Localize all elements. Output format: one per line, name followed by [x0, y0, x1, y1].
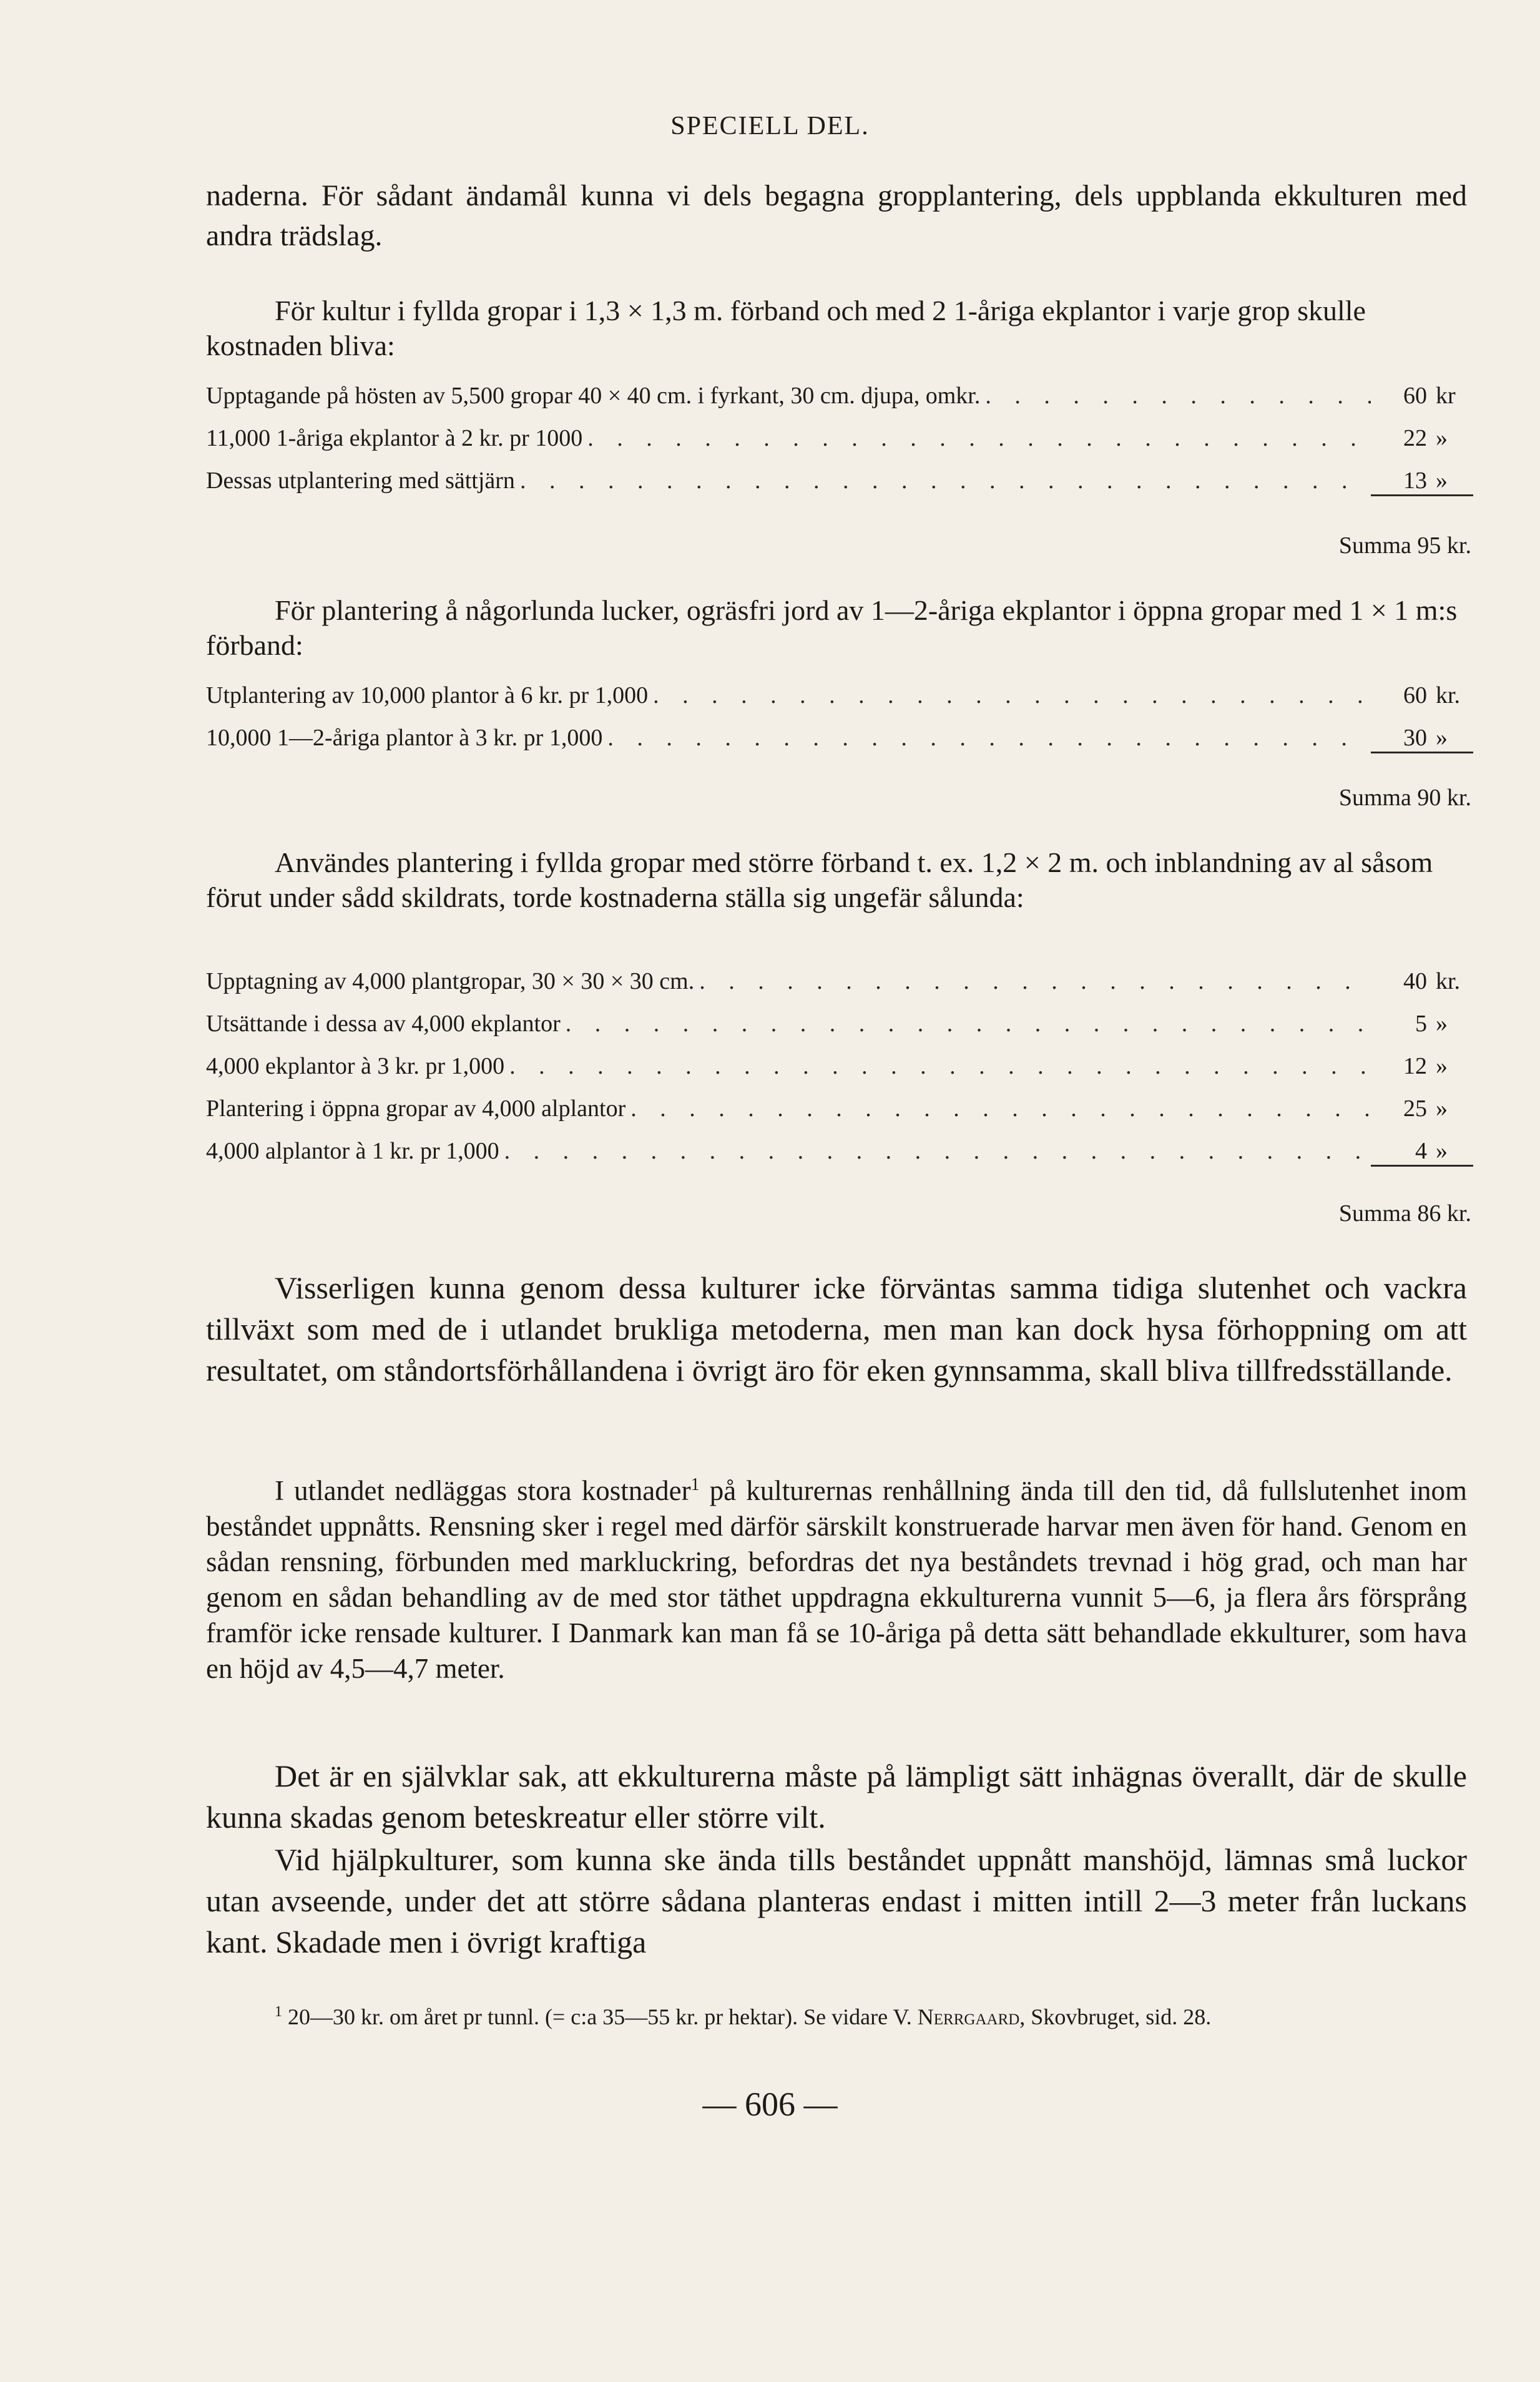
cost-row [206, 968, 1473, 1010]
footnote-reference[interactable]: 1 [690, 1475, 700, 1494]
cost-desc: Utplantering av 10,000 plantor à 6 kr. pr 1,000 [206, 682, 649, 708]
footnote [206, 1997, 1467, 2031]
paragraph-utlandet [206, 1467, 1467, 1687]
cost-amount: 5 [1415, 1011, 1427, 1037]
cost-unit: » [1427, 1137, 1473, 1167]
cost-amount: 40 [1403, 968, 1427, 994]
footnote-mark: 1 [275, 2004, 282, 2020]
page-number: — 606 — [702, 2085, 838, 2123]
cost-desc: Dessas utplantering med sättjärn [206, 468, 515, 494]
paragraph-det-text: Det är en självklar sak, att ekkulturerna måste på lämpligt sätt inhägnas överallt, där de skulle kunna skadas genom beteskreatur eller större vilt. [206, 1758, 1467, 1835]
cost-row [206, 1137, 1473, 1180]
cost-row [206, 382, 1473, 424]
cost-unit: » [1436, 1011, 1448, 1037]
cost-unit: » [1427, 724, 1473, 753]
section2-cost-table [206, 682, 1473, 767]
cost-desc: 4,000 ekplantor à 3 kr. pr 1,000 [206, 1053, 505, 1079]
running-header: SPECIELL DEL. [670, 112, 870, 140]
cost-desc: Upptagande på hösten av 5,500 gropar 40 × 40 cm. i fyrkant, 30 cm. djupa, omkr. [206, 383, 981, 409]
section1-intro-text: För kultur i fyllda gropar i 1,3 × 1,3 m. förband och med 2 1-åriga ekplantor i varje grop skulle kostnaden bliva: [206, 295, 1366, 361]
cost-amount: 22 [1403, 425, 1427, 451]
section1-cost-table [206, 382, 1473, 509]
section1-intro [206, 293, 1467, 363]
cost-row [206, 682, 1473, 724]
paragraph-det [206, 1755, 1467, 1838]
cost-unit: kr [1436, 383, 1456, 409]
footnote-text-end: , Skovbruget, sid. 28. [1019, 2004, 1212, 2029]
cost-desc: Plantering i öppna gropar av 4,000 alplantor [206, 1095, 626, 1122]
cost-unit: kr. [1436, 968, 1461, 994]
leader-dots [653, 682, 1371, 709]
section3-sum: Summa 86 kr. [1338, 1200, 1471, 1227]
paragraph-visserligen-text: Visserligen kunna genom dessa kulturer icke förväntas samma tidiga slutenhet och vackra tillväxt som med de i utlandet brukliga metoderna, men man kan dock hysa förhoppning om att resultatet, om ståndortsförhållandena i övrigt äro för eken gynnsamma, skall bliva tillfredsställande. [206, 1270, 1467, 1388]
cost-amount: 13 [1371, 467, 1427, 496]
footnote-text [206, 1997, 1467, 2031]
cost-unit: » [1436, 1053, 1448, 1079]
cost-row [206, 1010, 1473, 1052]
cost-unit: » [1436, 1095, 1448, 1122]
section2-sum: Summa 90 kr. [1338, 785, 1471, 811]
section2-intro-text: För plantering å någorlunda lucker, ogräsfri jord av 1—2-åriga ekplantor i öppna gropar med 1 × 1 m:s förband: [206, 594, 1458, 661]
leader-dots [607, 724, 1371, 752]
paragraph-visserligen [206, 1267, 1467, 1391]
paragraph-intro-text: naderna. För sådant ändamål kunna vi dels begagna gropplantering, dels uppblanda ekkulturen med andra trädslag. [206, 179, 1467, 252]
cost-desc: 11,000 1-åriga ekplantor à 2 kr. pr 1000 [206, 425, 583, 451]
leader-dots [566, 1010, 1371, 1037]
cost-row [206, 1095, 1473, 1137]
cost-desc: 10,000 1—2-åriga plantor à 3 kr. pr 1,000 [206, 725, 603, 751]
cost-desc: 4,000 alplantor à 1 kr. pr 1,000 [206, 1138, 499, 1164]
cost-unit: » [1436, 425, 1448, 451]
paragraph-utlandet-text [206, 1467, 1467, 1687]
footnote-text-start: 20—30 kr. om året pr tunnl. (= c:a 35—55 kr. pr hektar). Se vidare V. [282, 2004, 918, 2029]
leader-dots [985, 382, 1371, 409]
section1-sum: Summa 95 kr. [1338, 532, 1471, 559]
cost-row [206, 467, 1473, 509]
section3-intro-text: Användes plantering i fyllda gropar med större förband t. ex. 1,2 × 2 m. och inblandning av al såsom förut under sådd skildrats, torde kostnaderna ställa sig ungefär sålunda: [206, 846, 1433, 913]
cost-amount: 30 [1371, 724, 1427, 753]
leader-dots [587, 424, 1371, 452]
leader-dots [504, 1137, 1371, 1165]
cost-unit: » [1427, 467, 1473, 496]
cost-desc: Utsättande i dessa av 4,000 ekplantor [206, 1011, 561, 1037]
utlandet-text-rest: på kulturernas renhållning ända till den tid, då fullslutenhet inom beståndet uppnåtts. Rensning sker i regel med därför särskilt konstruerade harvar men även för hand. Genom en sådan rensning, förbunden med markluckring, befordras det nya beståndets trevnad i hög grad, och man har genom en sådan behandling av de med stor täthet uppdragna ekkulturerna vunnit 5—6, ja flera års försprång framför icke rensade kulturer. I Danmark kan man få se 10-åriga på detta sätt behandlade ekkulturer, som hava en höjd av 4,5—4,7 meter. [206, 1475, 1468, 1684]
leader-dots [630, 1095, 1371, 1122]
paragraph-intro [206, 176, 1467, 256]
leader-dots [699, 968, 1371, 995]
cost-amount: 12 [1403, 1053, 1427, 1079]
cost-amount: 60 [1403, 682, 1427, 708]
cost-unit: kr. [1436, 682, 1461, 708]
cost-row [206, 1052, 1473, 1095]
cost-row [206, 424, 1473, 467]
section3-cost-table [206, 968, 1473, 1180]
utlandet-text-start: I utlandet nedläggas stora kostnader [275, 1475, 691, 1506]
cost-amount: 60 [1403, 383, 1427, 409]
footnote-author: Nerrgaard [917, 2004, 1020, 2029]
leader-dots [520, 467, 1371, 494]
cost-desc: Upptagning av 4,000 plantgropar, 30 × 30 × 30 cm. [206, 968, 695, 994]
paragraph-vid [206, 1839, 1467, 1963]
paragraph-vid-text: Vid hjälpkulturer, som kunna ske ända tills beståndet uppnått manshöjd, lämnas små luckor utan avseende, under det att större sådana planteras endast i mitten intill 2—3 meter från luckans kant. Skadade men i övrigt kraftiga [206, 1842, 1467, 1959]
cost-amount: 25 [1403, 1095, 1427, 1122]
section3-intro [206, 845, 1467, 915]
cost-row [206, 724, 1473, 767]
leader-dots [509, 1052, 1371, 1080]
cost-amount: 4 [1371, 1137, 1427, 1167]
section2-intro [206, 593, 1467, 663]
